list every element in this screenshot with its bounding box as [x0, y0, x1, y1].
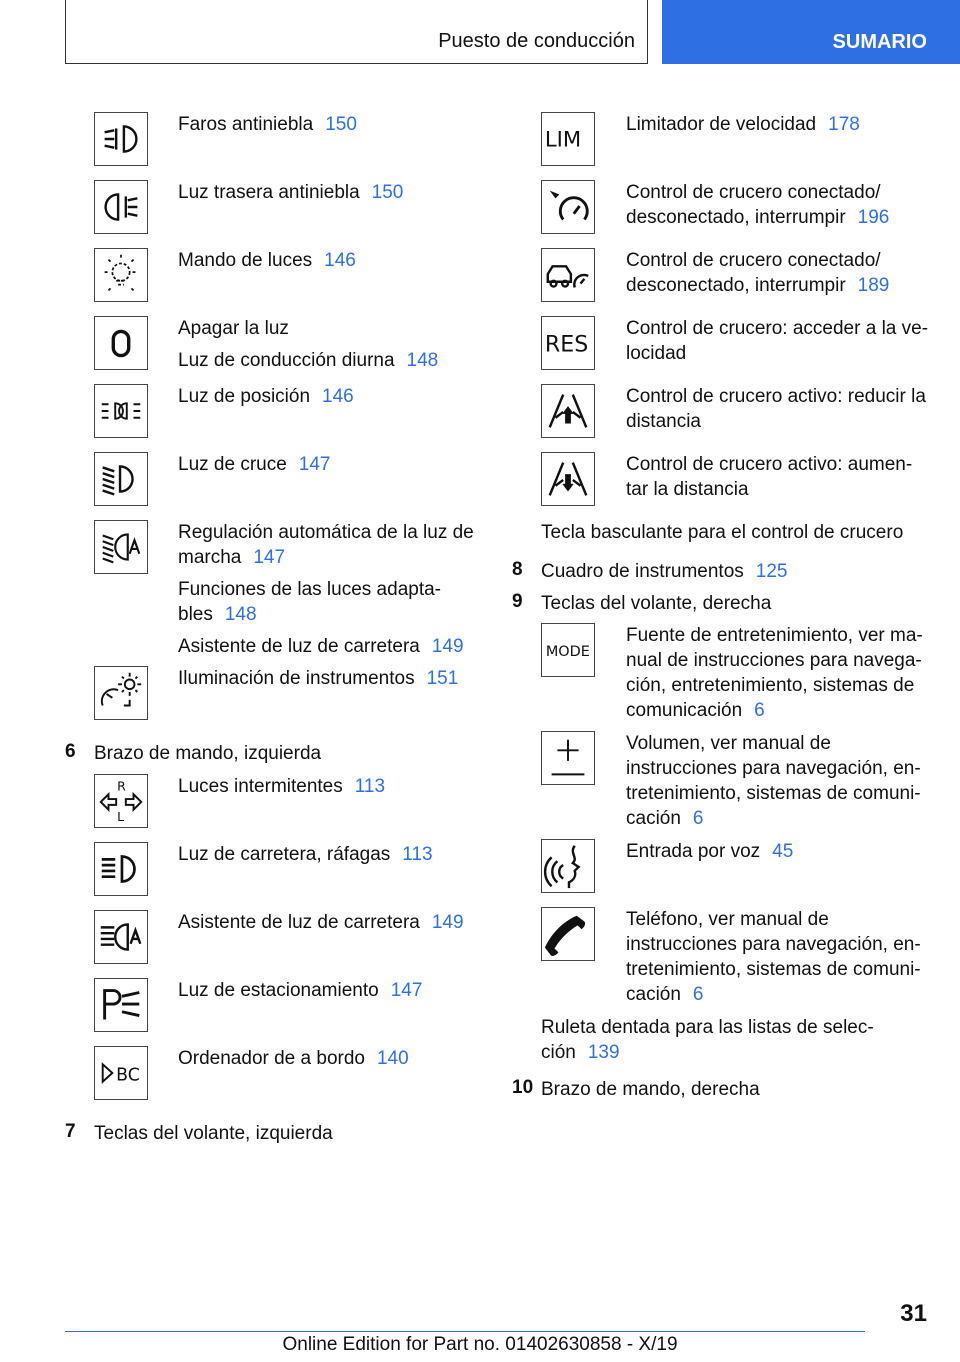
page-ref-link[interactable]: 148 [224, 604, 257, 625]
list-item: Mando de luces 146 [178, 250, 356, 271]
auto-headlight-icon [94, 520, 148, 574]
page-ref-link[interactable]: 6 [754, 700, 765, 721]
section-number: 7 [65, 1121, 76, 1142]
high-beam-icon [94, 842, 148, 896]
section-number: 8 [512, 559, 523, 580]
list-item: Control de crucero conectado/ desconectado, interrumpir 196 [626, 182, 890, 228]
section-number: 6 [65, 741, 76, 762]
list-item: Luz de cruce 147 [178, 454, 331, 475]
list-item: Luz de posición 146 [178, 386, 354, 407]
page-ref-link[interactable]: 139 [587, 1042, 620, 1063]
list-item: Teléfono, ver manual de instrucciones para navegación, en- tretenimiento, sistemas de comuni- cación 6 [626, 909, 921, 1005]
page-ref-link[interactable]: 6 [692, 984, 704, 1005]
distance-decrease-icon [541, 384, 595, 438]
cruise-control-onoff-icon [541, 180, 595, 234]
fog-light-rear-icon [94, 180, 148, 234]
parking-lamp-icon [94, 978, 148, 1032]
page-ref-link[interactable]: 147 [298, 454, 331, 475]
page-ref-link[interactable]: 140 [376, 1048, 409, 1069]
wheel-caption: Ruleta dentada para las listas de selec- ción 139 [541, 1017, 874, 1063]
onboard-computer-icon [94, 1046, 148, 1100]
instrument-lighting-icon [94, 666, 148, 720]
distance-increase-icon [541, 452, 595, 506]
page-ref-link[interactable]: 189 [857, 275, 890, 296]
page-ref-link[interactable]: 148 [406, 350, 439, 371]
list-item: Luz trasera antiniebla 150 [178, 182, 404, 203]
sumario-tab[interactable]: SUMARIO [662, 0, 960, 64]
speed-limiter-icon [541, 112, 595, 166]
res-icon [541, 316, 595, 370]
turn-signal-icon [94, 774, 148, 828]
page-ref-link[interactable]: 125 [755, 561, 788, 582]
list-item: Control de crucero: acceder a la ve- locidad [626, 318, 929, 364]
list-item: Control de crucero activo: aumen- tar la distancia [626, 454, 913, 500]
section-number: 10 [512, 1077, 534, 1098]
mode-icon [541, 623, 595, 677]
section-heading: Cuadro de instrumentos 125 [541, 561, 788, 582]
rocker-caption: Tecla basculante para el control de crucero [541, 522, 904, 543]
page-ref-link[interactable]: 149 [431, 912, 464, 933]
list-item: Volumen, ver manual de instrucciones para navegación, en- tretenimiento, sistemas de comuni- cación 6 [626, 733, 921, 829]
page-ref-link[interactable]: 147 [253, 547, 286, 568]
list-item: Asistente de luz de carretera 149 [178, 912, 464, 933]
section-heading: Teclas del volante, derecha [541, 593, 772, 614]
list-item: Control de crucero conectado/ desconectado, interrumpir 189 [626, 250, 890, 296]
cruise-control-car-icon [541, 248, 595, 302]
svg-text:R: R [117, 778, 126, 794]
svg-text:LIM: LIM [544, 126, 582, 152]
list-item: Luces intermitentes 113 [178, 776, 386, 797]
page-ref-link[interactable]: 151 [426, 668, 459, 689]
zero-position-icon [94, 316, 148, 370]
page-ref-link[interactable]: 6 [692, 808, 704, 829]
page-ref-link[interactable]: 147 [390, 980, 423, 1001]
list-item: Limitador de velocidad 178 [626, 114, 860, 135]
page-number: 31 [900, 1300, 927, 1327]
parking-light-icon [94, 384, 148, 438]
svg-text:L: L [117, 809, 125, 825]
list-item: Regulación automática de la luz de marcha 147 Funciones de las luces adapta- bles 148 Asistente de luz de carretera 149 [178, 522, 474, 657]
list-item: Apagar la luz Luz de conducción diurna 148 [178, 318, 439, 371]
list-item: Ordenador de a bordo 140 [178, 1048, 409, 1069]
low-beam-icon [94, 452, 148, 506]
fog-light-front-icon [94, 112, 148, 166]
list-item: Faros antiniebla 150 [178, 114, 357, 135]
page-ref-link[interactable]: 45 [772, 841, 794, 862]
section-heading: Brazo de mando, izquierda [94, 743, 322, 764]
page-ref-link[interactable]: 150 [371, 182, 404, 203]
page-ref-link[interactable]: 150 [325, 114, 357, 135]
svg-text:MODE: MODE [545, 643, 590, 660]
page-ref-link[interactable]: 149 [431, 636, 464, 657]
list-item: Luz de estacionamiento 147 [178, 980, 423, 1001]
list-item: Control de crucero activo: reducir la distancia [626, 386, 926, 432]
header-frame [65, 0, 648, 64]
page-ref-link[interactable]: 113 [354, 776, 386, 797]
page-ref-link[interactable]: 146 [322, 386, 354, 407]
list-item: Fuente de entretenimiento, ver ma- nual de instrucciones para navega- ción, entretenimiento, sistemas de comunicación 6 [626, 625, 923, 721]
page-ref-link[interactable]: 178 [828, 114, 860, 135]
phone-icon [541, 907, 595, 961]
voice-input-icon [541, 839, 595, 893]
list-item: Luz de carretera, ráfagas 113 [178, 844, 433, 865]
volume-icon [541, 731, 595, 785]
page-ref-link[interactable]: 196 [857, 207, 890, 228]
page-ref-link[interactable]: 113 [402, 844, 433, 865]
edition-footer: Online Edition for Part no. 01402630858 - X/19 [282, 1334, 678, 1355]
svg-text:BC: BC [116, 1065, 140, 1086]
section-title: Puesto de conducción [438, 30, 635, 52]
list-item: Entrada por voz 45 [626, 841, 794, 862]
svg-text:RES: RES [544, 331, 589, 358]
footer-divider [65, 1331, 865, 1332]
list-item: Iluminación de instrumentos 151 [178, 668, 459, 689]
section-heading: Teclas del volante, izquierda [94, 1123, 333, 1144]
page-ref-link[interactable]: 146 [324, 250, 356, 271]
light-switch-icon [94, 248, 148, 302]
section-number: 9 [512, 591, 523, 612]
high-beam-assist-icon [94, 910, 148, 964]
section-heading: Brazo de mando, derecha [541, 1079, 760, 1100]
